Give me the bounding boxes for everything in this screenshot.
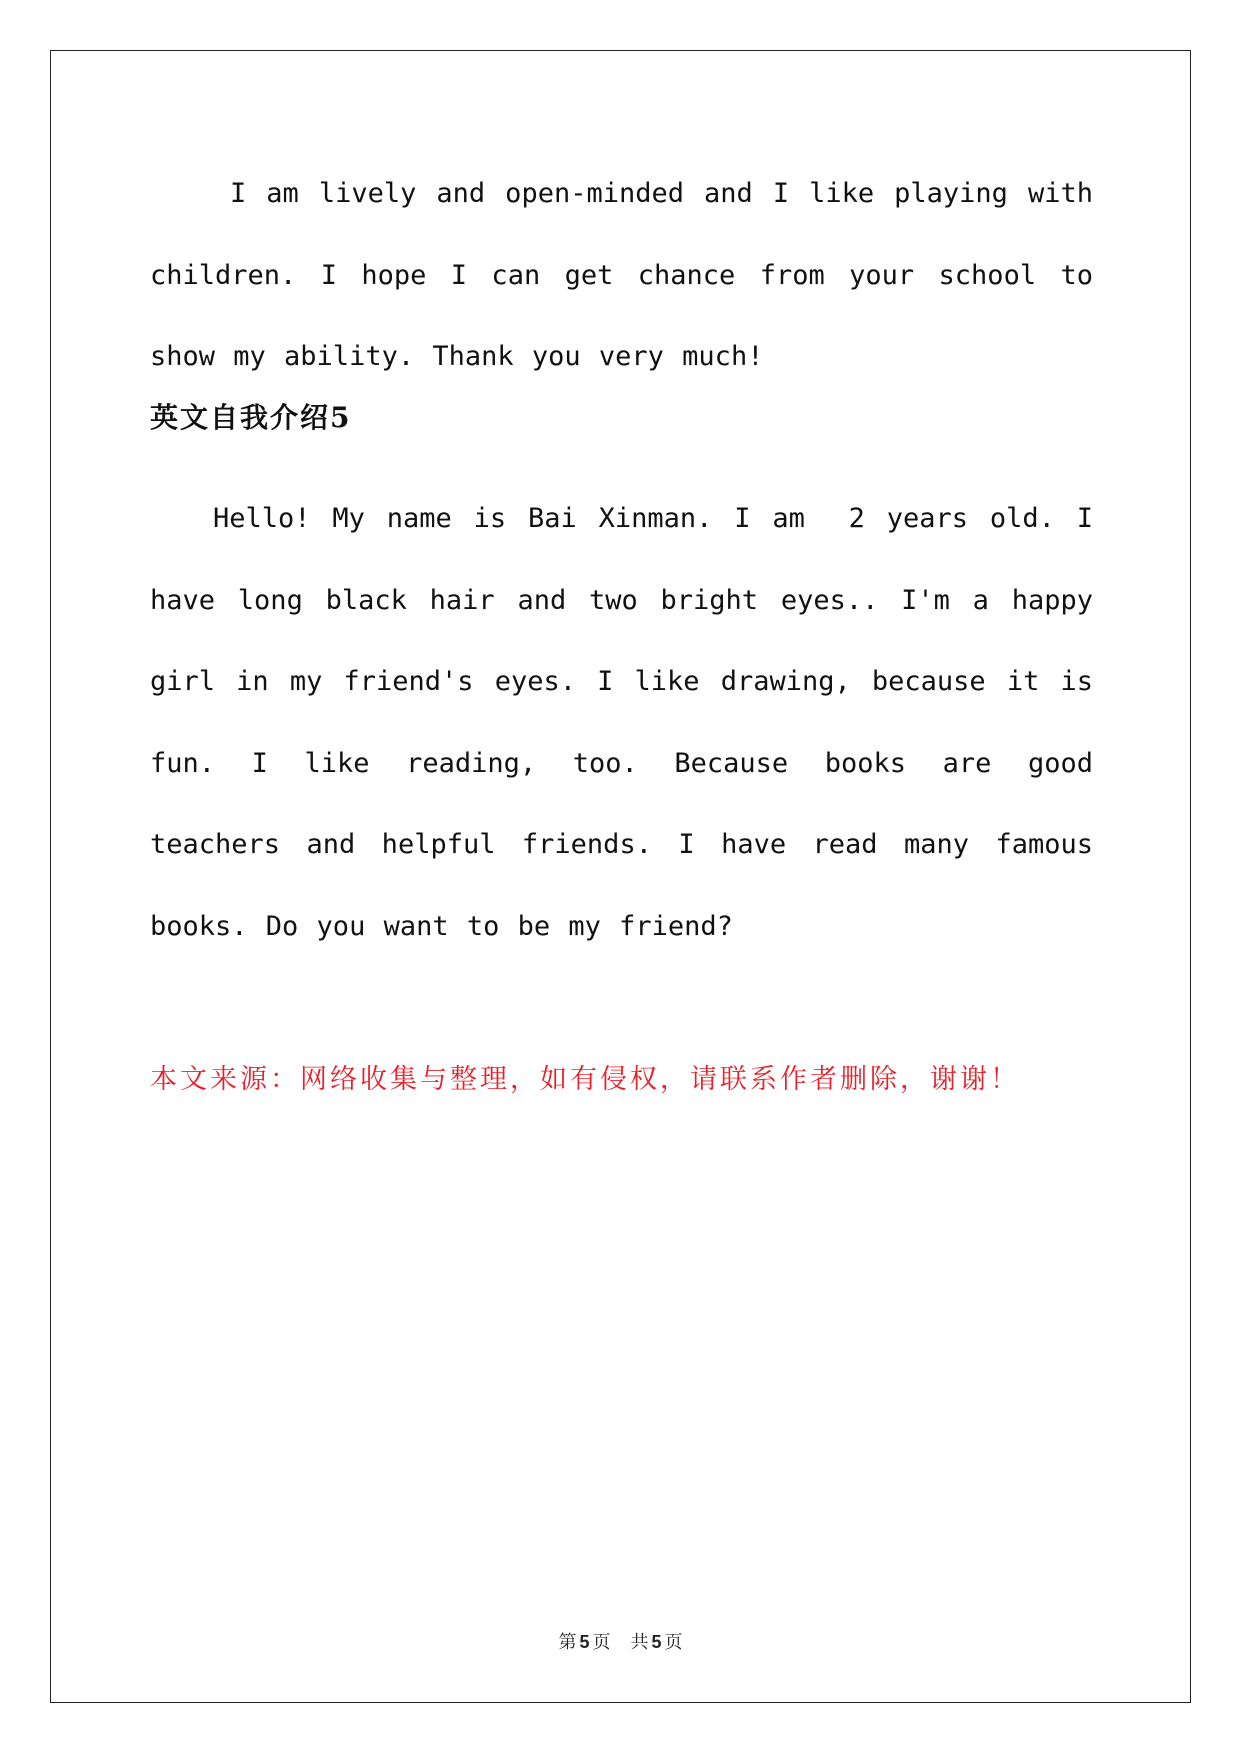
paragraph-1: I am lively and open-minded and I like playing with children. I hope I can get chance from your school to show my ability. Thank you very much! (150, 178, 1112, 372)
footer-total-suffix: 页 (664, 1632, 683, 1653)
section-heading: 英文自我介绍5 (150, 401, 352, 434)
source-note: 本文来源：网络收集与整理，如有侵权，请联系作者删除，谢谢！ (150, 1064, 1020, 1095)
footer-total-prefix: 共 (630, 1632, 649, 1653)
footer-page-number: 5 (579, 1632, 590, 1652)
paragraph-2: Hello! My name is Bai Xinman. I am 2 years old. I have long black hair and two bright eyes.. I'm a happy girl in my friend's eyes. I like drawing, because it is fun. I like reading, too. Because books are good teachers and helpful friends. I have read many famous books. Do you want to be my friend? (150, 503, 1112, 942)
footer-page-suffix: 页 (592, 1632, 611, 1653)
page-footer (0, 1628, 1241, 1654)
footer-total-pages: 5 (651, 1632, 662, 1652)
footer-page-prefix: 第 (558, 1632, 577, 1653)
